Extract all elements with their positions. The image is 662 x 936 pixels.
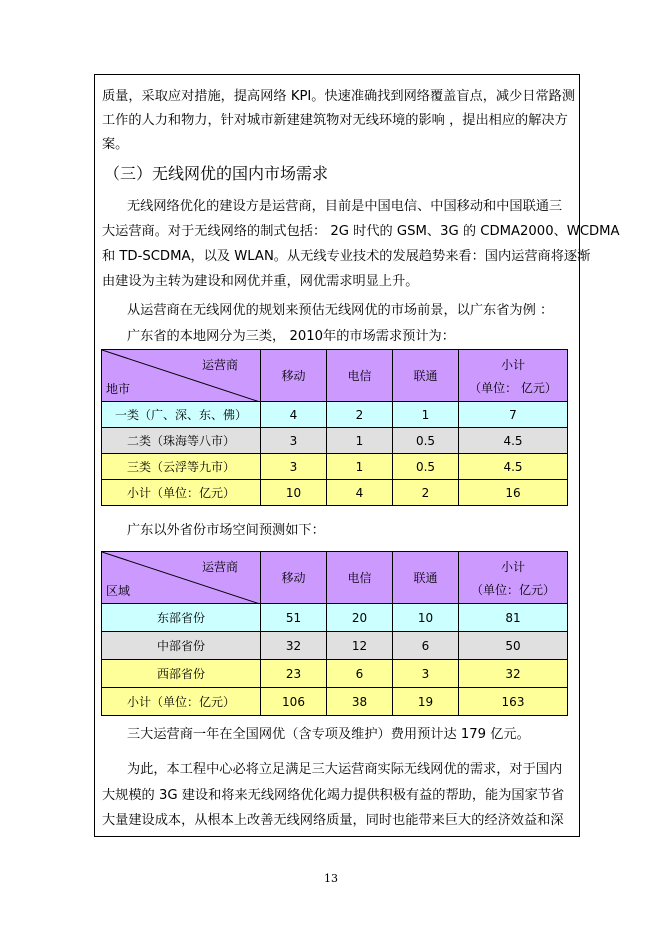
table2-total-header-line2: （单位：亿元） xyxy=(470,582,555,597)
cell-value: 10 xyxy=(261,480,327,506)
table1-col-header: 移动 xyxy=(261,350,327,402)
row-label: 三类（云浮等九市） xyxy=(102,454,261,480)
table1-total-header-line1: 小计 xyxy=(500,357,525,372)
cell-value: 2 xyxy=(327,402,393,428)
page-number: 13 xyxy=(324,872,338,885)
row-label: 小计（单位：亿元） xyxy=(102,480,261,506)
table-row xyxy=(102,428,568,454)
para5: 三大运营商一年在全国网优（含专项及维护）费用预计达 179 亿元。 xyxy=(127,727,530,742)
intro-line-1: 质量，采取应对措施，提高网络 KPI。快速准确找到网络覆盖盲点，减少日常路测 xyxy=(102,89,576,104)
table2-total-header xyxy=(459,552,568,604)
cell-value: 106 xyxy=(261,688,327,716)
other-provinces-table xyxy=(101,551,568,716)
cell-total: 7 xyxy=(459,402,568,428)
row-label: 中部省份 xyxy=(102,632,261,660)
table2-corner-top: 运营商 xyxy=(201,560,238,574)
para4: 广东以外省份市场空间预测如下： xyxy=(127,523,325,538)
intro-line-2: 工作的人力和物力，针对城市新建建筑物对无线环境的影响 ，提出相应的解决方 xyxy=(102,113,568,128)
table2-col-header: 移动 xyxy=(261,552,327,604)
cell-value: 23 xyxy=(261,660,327,688)
table-row xyxy=(102,454,568,480)
cell-value: 1 xyxy=(327,428,393,454)
row-label: 一类（广、深、东、佛） xyxy=(102,402,261,428)
row-label: 东部省份 xyxy=(102,604,261,632)
cell-value: 6 xyxy=(327,660,393,688)
cell-total: 163 xyxy=(459,688,568,716)
table1-total-header xyxy=(459,350,568,402)
cell-value: 1 xyxy=(393,402,459,428)
para6-line-3: 大量建设成本，从根本上改善无线网络质量，同时也能带来巨大的经济效益和深 xyxy=(102,813,564,828)
para2: 从运营商在无线网优的规划来预估无线网优的市场前景，以广东省为例 ： xyxy=(127,303,554,318)
table2-total-header-line1: 小计 xyxy=(500,559,525,574)
intro-line-3: 案。 xyxy=(102,137,129,152)
table1-corner-top: 运营商 xyxy=(201,358,238,372)
cell-value: 3 xyxy=(261,454,327,480)
para1-line-2: 大运营商。对于无线网络的制式包括： 2G 时代的 GSM、3G 的 CDMA2000、WCDMA xyxy=(102,224,620,239)
cell-total: 4.5 xyxy=(459,454,568,480)
para1-line-4: 由建设为主转为建设和网优并重，网优需求明显上升。 xyxy=(102,274,419,289)
cell-value: 3 xyxy=(261,428,327,454)
table2-corner-bottom: 区域 xyxy=(106,584,131,598)
cell-total: 81 xyxy=(459,604,568,632)
cell-value: 2 xyxy=(393,480,459,506)
cell-value: 3 xyxy=(393,660,459,688)
cell-value: 51 xyxy=(261,604,327,632)
cell-value: 4 xyxy=(327,480,393,506)
table-row xyxy=(102,632,568,660)
cell-value: 1 xyxy=(327,454,393,480)
table1-total-header-line2: （单位： 亿元） xyxy=(469,380,557,395)
section-heading: （三）无线网优的国内市场需求 xyxy=(104,164,329,183)
cell-value: 19 xyxy=(393,688,459,716)
cell-value: 0.5 xyxy=(393,428,459,454)
table1-corner-cell xyxy=(102,350,261,402)
para1-line-3: 和 TD-SCDMA，以及 WLAN。从无线专业技术的发展趋势来看：国内运营商将逐渐 xyxy=(102,249,591,264)
para3: 广东省的本地网分为三类， 2010年的市场需求预计为： xyxy=(127,329,455,344)
table-row xyxy=(102,660,568,688)
cell-total: 16 xyxy=(459,480,568,506)
para1-line-1: 无线网络优化的建设方是运营商，目前是中国电信、中国移动和中国联通三 xyxy=(127,199,563,214)
table-row xyxy=(102,688,568,716)
table-row xyxy=(102,402,568,428)
cell-value: 0.5 xyxy=(393,454,459,480)
row-label: 小计（单位：亿元） xyxy=(102,688,261,716)
table-row xyxy=(102,604,568,632)
table2-corner-cell xyxy=(102,552,261,604)
para6-line-2: 大规模的 3G 建设和将来无线网络优化竭力提供积极有益的帮助，能为国家节省 xyxy=(102,788,565,803)
cell-value: 32 xyxy=(261,632,327,660)
cell-value: 12 xyxy=(327,632,393,660)
table1-corner-bottom: 地市 xyxy=(106,382,131,396)
cell-value: 10 xyxy=(393,604,459,632)
cell-total: 32 xyxy=(459,660,568,688)
cell-total: 4.5 xyxy=(459,428,568,454)
row-label: 二类（珠海等八市） xyxy=(102,428,261,454)
guangdong-demand-table xyxy=(101,349,568,506)
table2-col-header: 电信 xyxy=(327,552,393,604)
cell-value: 4 xyxy=(261,402,327,428)
table1-col-header: 联通 xyxy=(393,350,459,402)
table-row xyxy=(102,480,568,506)
para6-line-1: 为此，本工程中心必将立足满足三大运营商实际无线网优的需求，对于国内 xyxy=(127,762,563,777)
table2-col-header: 联通 xyxy=(393,552,459,604)
table1-col-header: 电信 xyxy=(327,350,393,402)
cell-total: 50 xyxy=(459,632,568,660)
cell-value: 38 xyxy=(327,688,393,716)
cell-value: 6 xyxy=(393,632,459,660)
cell-value: 20 xyxy=(327,604,393,632)
row-label: 西部省份 xyxy=(102,660,261,688)
